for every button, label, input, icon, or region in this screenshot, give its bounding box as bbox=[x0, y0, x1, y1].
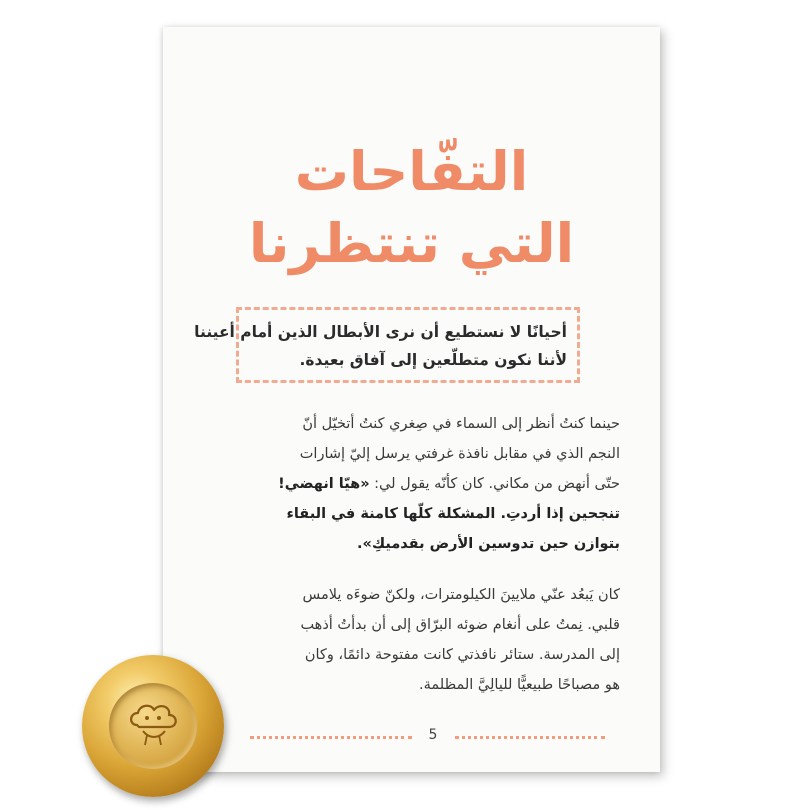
footer-dots-right bbox=[455, 736, 605, 739]
footer-dots-left bbox=[250, 736, 412, 739]
paragraph-2-line-3: إلى المدرسة. ستائر نافذتي كانت مفتوحة دائمًا، وكان bbox=[304, 647, 620, 663]
quote-box bbox=[194, 307, 580, 383]
paragraph-1-line-3 bbox=[201, 469, 620, 499]
paragraph-1-line-2: النجم الذي في مقابل نافذة غرفتي يرسل إليّ إشارات bbox=[299, 446, 620, 462]
page-number: 5 bbox=[428, 727, 438, 743]
paragraph-1-line-1: حينما كنتُ أنظر إلى السماء في صِغري كنتُ أتخيّل أنّ bbox=[302, 416, 620, 432]
paragraph-1-line-5: بتوازن حين تدوسين الأرض بقدميكِ». bbox=[357, 536, 620, 552]
page-title-line-1: التفّاحات bbox=[294, 140, 529, 203]
paragraph-1-line-4: تنجحين إذا أردتِ. المشكلة كلّها كامنة في البقاء bbox=[286, 506, 620, 522]
paragraph-2-line-4: هو مصباحًا طبيعيًّا لليالِيَّ المظلمة. bbox=[419, 677, 620, 693]
book-page bbox=[163, 27, 660, 772]
gold-wax-seal bbox=[82, 655, 224, 797]
paragraph-2-line-1: كان يَبعُد عنّي ملايينَ الكيلومترات، ولكنّ ضوءَه يلامس bbox=[302, 587, 620, 603]
page-footer bbox=[163, 727, 660, 747]
paragraph-1 bbox=[201, 409, 620, 559]
quote-line-1: أحيانًا لا نستطيع أن نرى الأبطال الذين أمام أعيننا bbox=[194, 323, 567, 341]
cloud-emblem-icon bbox=[123, 699, 183, 753]
paragraph-1-line-3-bold: «هيّا انهضي! bbox=[278, 476, 370, 492]
seal-center bbox=[109, 683, 197, 769]
paragraph-2 bbox=[201, 580, 620, 700]
quote-line-2: لأننا نكون متطلّعين إلى آفاق بعيدة. bbox=[299, 351, 567, 369]
paragraph-1-line-3-regular: حتّى أنهض من مكاني. كان كأنّه يقول لي: bbox=[369, 476, 620, 492]
paragraph-2-line-2: قلبي. نِمتُ على أنغام ضوئه البرّاق إلى أن بدأتُ أذهب bbox=[300, 617, 620, 633]
page-title-line-2: التي تنتظرنا bbox=[248, 212, 575, 275]
